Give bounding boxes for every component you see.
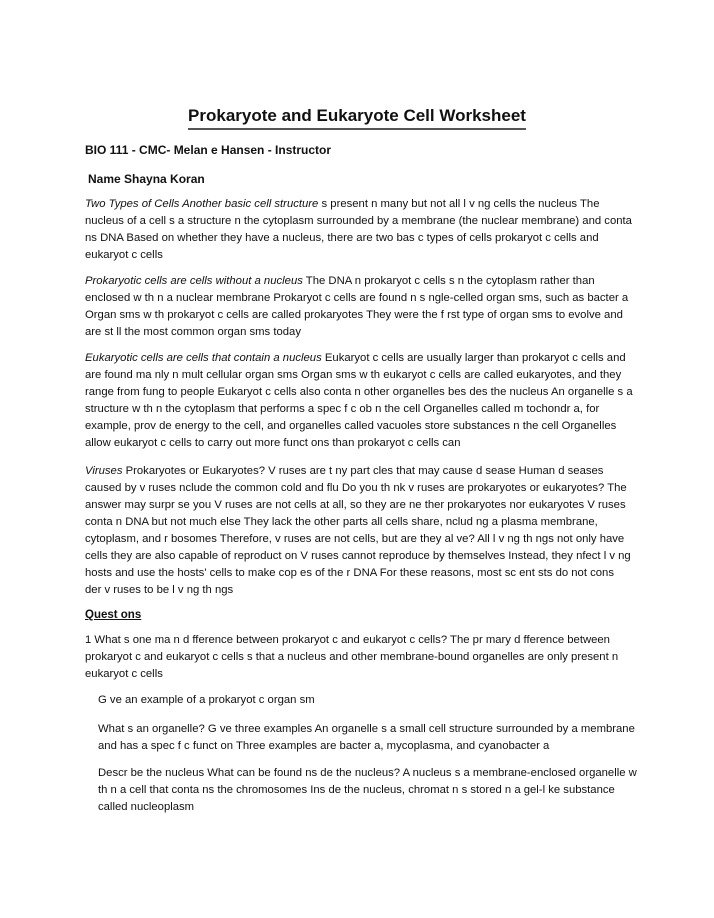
- paragraph-prokaryotic-cells: [85, 273, 633, 341]
- worksheet-title-container: [0, 106, 714, 130]
- paragraph-label: Two Types of Cells Another basic cell structure: [85, 198, 319, 210]
- question-2: G ve an example of a prokaryot c organ sm: [98, 694, 315, 706]
- paragraph-label: Prokaryotic cells are cells without a nucleus: [85, 275, 303, 287]
- paragraph-viruses: [85, 463, 633, 599]
- paragraph-text: Prokaryotes or Eukaryotes? V ruses are t ny part cles that may cause d sease Human d seases caused by v ruses nclude the common cold and flu Do you th nk v ruses are prokaryotes or eukaryotes? The answer may surpr se you V ruses are not cells at all, so they are ne ther prokaryotes nor eukaryotes V ruses conta n DNA but not much else They lack the other parts all cells share, nclud ng a plasma membrane, cytoplasm, and r bosomes Therefore, v ruses are not cells, but are they al ve? All l v ng th ngs not only have cells they are also capable of reproduct on V ruses cannot reproduce by themselves Instead, they nfect l v ng hosts and use the hosts' cells to make cop es of the r DNA For these reasons, most sc ent sts do not cons der v ruses to be l v ng th ngs: [85, 465, 631, 596]
- paragraph-eukaryotic-cells: [85, 350, 633, 452]
- worksheet-title: Prokaryote and Eukaryote Cell Worksheet: [188, 106, 526, 130]
- paragraph-text: The DNA n prokaryot c cells s n the cytoplasm rather than enclosed w th n a nuclear membrane Prokaryot c cells are found n s ngle-celled organ sms, such as bacter a Organ sms w th prokaryot c cells are called prokaryotes They were the f rst type of organ sms to evolve and are st ll the most common organ sms today: [85, 275, 629, 338]
- course-line: BIO 111 - CMC- Melan e Hansen - Instructor: [85, 143, 332, 157]
- student-name-line: Name Shayna Koran: [88, 172, 205, 186]
- questions-heading: Quest ons: [85, 609, 142, 621]
- paragraph-text: Eukaryot c cells are usually larger than prokaryot c cells and are found ma nly n mult cellular organ sms Organ sms w th eukaryot c cells are called eukaryotes, and they range from fung to people Eukaryot c cells also conta n other organelles bes des the nucleus An organelle s a structure w th n the cytoplasm that performs a spec f c ob n the cell Organelles called m tochondr a, for example, prov de energy to the cell, and organelles called vacuoles store substances n the cell Organelles allow eukaryot c cells to carry out more funct ons than prokaryot c cells can: [85, 352, 633, 449]
- question-4: Descr be the nucleus What can be found ns de the nucleus? A nucleus s a membrane-enclosed organelle w th n a cell that conta ns the chromosomes Ins de the nucleus, chromat n s stored n a gel-l ke substance called nucleoplasm: [98, 767, 637, 813]
- paragraph-text: s present n many but not all l v ng cells the nucleus The nucleus of a cell s a structure n the cytoplasm surrounded by a membrane (the nuclear membrane) and conta ns DNA Based on whether they have a nucleus, there are two bas c types of cells prokaryot c cells and eukaryot c cells: [85, 198, 632, 261]
- paragraph-label: Viruses: [85, 465, 123, 477]
- paragraph-label: Eukaryotic cells are cells that contain a nucleus: [85, 352, 322, 364]
- question-1: 1 What s one ma n d fference between prokaryot c and eukaryot c cells? The pr mary d fference between prokaryot c and eukaryot c cells s that a nucleus and other membrane-bound organelles are only present n eukaryot c cells: [85, 634, 619, 680]
- paragraph-two-types-of-cells: [85, 196, 633, 264]
- question-3: What s an organelle? G ve three examples An organelle s a small cell structure surrounded by a membrane and has a spec f c funct on Three examples are bacter a, mycoplasma, and cyanobacter a: [98, 723, 635, 752]
